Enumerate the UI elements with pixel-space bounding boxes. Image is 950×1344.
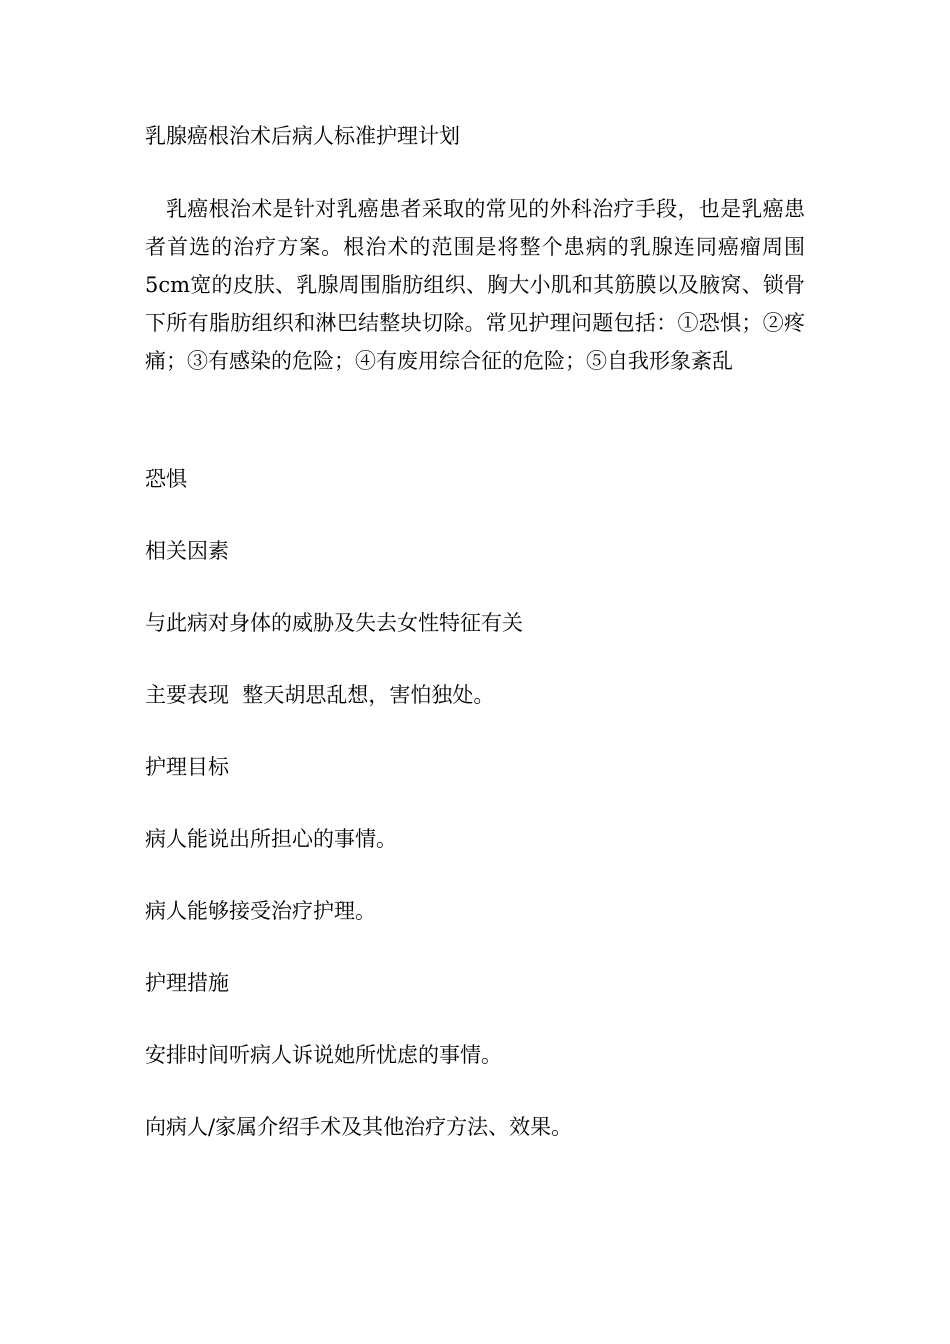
factors-heading: 相关因素 (145, 539, 229, 563)
factors-text: 与此病对身体的威胁及失去女性特征有关 (145, 611, 523, 635)
document-title: 乳腺癌根治术后病人标准护理计划 (145, 124, 460, 148)
intro-paragraph: 乳癌根治术是针对乳癌患者采取的常见的外科治疗手段，也是乳癌患者首选的治疗方案。根治术的范围是将整个患病的乳腺连同癌瘤周围5cm宽的皮肤、乳腺周围脂肪组织、胸大小肌和其筋膜以及腋窝、锁骨下所有脂肪组织和淋巴结整块切除。常见护理问题包括：①恐惧；②疼痛；③有感染的危险；④有废用综合征的危险；⑤自我形象紊乱 (145, 197, 805, 373)
measures-heading: 护理措施 (145, 971, 229, 995)
goal-item-2: 病人能够接受治疗护理。 (145, 899, 376, 923)
goals-heading: 护理目标 (145, 755, 229, 779)
measure-item-1: 安排时间听病人诉说她所忧虑的事情。 (145, 1043, 502, 1067)
goal-item-1: 病人能说出所担心的事情。 (145, 827, 397, 851)
measure-item-2: 向病人/家属介绍手术及其他治疗方法、效果。 (145, 1115, 573, 1139)
manifestation-text: 主要表现 整天胡思乱想，害怕独处。 (145, 683, 495, 707)
problem-title: 恐惧 (145, 467, 187, 491)
